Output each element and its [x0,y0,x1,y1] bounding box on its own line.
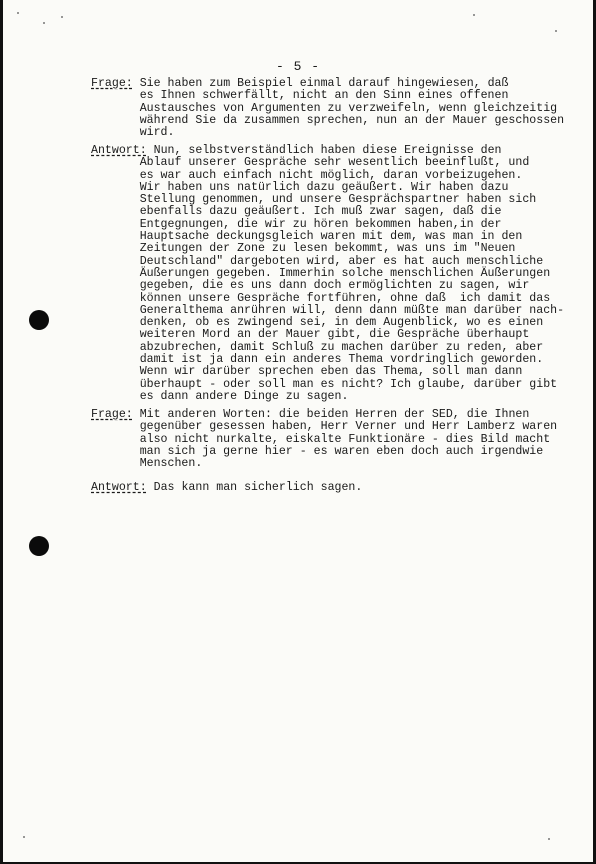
text-line: Stellung genommen, und unsere Gesprächspartner haben sich [139,193,537,207]
text-line: Ablauf unserer Gespräche sehr wesentlich beeinflußt, und [139,156,530,170]
line-text: Das kann man sicherlich sagen. [146,481,363,494]
punch-hole-top [29,310,49,330]
text-line: also nicht nurkalte, eiskalte Funktionäre - dies Bild macht [139,432,551,446]
question-block [91,408,558,471]
text-line: man sich ja gerne hier - es waren eben doch auch irgendwie [139,444,544,458]
text-line: damit ist ja dann ein anderes Thema vordringlich geworden. [139,353,544,367]
text-line: es dann andere Dinge zu sagen. [139,389,349,403]
text-line: weiteren Mord an der Mauer gibt, die Gespräche überhaupt [139,328,530,342]
text-line: Zeitungen der Zone zu lesen bekommt, was uns im "Neuen [139,242,516,256]
text-line: gegeben, die es uns dann doch ermöglichten zu sagen, wir [139,279,530,293]
text-line: Generalthema anrühren will, denn dann müßte man darüber nach- [139,303,565,317]
punch-hole-bottom [29,536,49,556]
line-text: Sie haben zum Beispiel einmal darauf hingewiesen, daß [132,77,509,90]
speaker-label: Antwort: [91,144,147,157]
text-line: während Sie da zusammen sprechen, nun an der Mauer geschossen [139,113,565,127]
text-line: können unsere Gespräche fortführen, ohne daß ich damit das [139,291,551,305]
text-line: denken, ob es zwingend sei, in dem Augenblick, wo es einen [139,316,544,330]
text-line: Austausches von Argumenten zu verzweifeln, wenn gleichzeitig [139,101,558,115]
text-line [91,482,547,494]
text-line: Hauptsache deckungsgleich waren mit dem, was man in den [139,230,523,244]
text-line: überhaupt - oder soll man es nicht? Ich glaube, darüber gibt [139,377,558,391]
speaker-label: Frage: [91,77,133,90]
text-line: es war auch einfach nicht möglich, daran vorbeizugehen. [139,168,523,182]
speaker-label: Frage: [91,408,133,421]
text-line: Äußerungen gegeben. Immerhin solche menschlichen Äußerungen [139,266,551,280]
question-block [91,77,565,140]
answer-block [91,144,565,403]
text-line: Entgegnungen, die wir zu hören bekommen haben,in der [139,217,502,231]
speaker-label: Antwort: [91,481,147,494]
text-line: Wenn wir darüber sprechen eben das Thema, soll man dann [139,365,523,379]
text-line: Deutschland" dargeboten wird, aber es hat auch menschliche [139,254,544,268]
text-line: Menschen. [139,457,203,471]
text-line: abzubrechen, damit Schluß zu machen darüber zu reden, aber [139,340,544,354]
text-line: gegenüber gesessen haben, Herr Verner und Herr Lamberz waren [139,420,558,434]
text-line: wird. [139,126,175,140]
line-text: Nun, selbstverständlich haben diese Ereignisse den [146,144,502,157]
text-line: ebenfalls dazu geäußert. Ich muß zwar sagen, daß die [139,205,502,219]
text-line: es Ihnen schwerfällt, nicht an den Sinn eines offenen [139,89,509,103]
answer-block [91,482,547,494]
text-line: Wir haben uns natürlich dazu geäußert. Wir haben dazu [139,180,509,194]
line-text: Mit anderen Worten: die beiden Herren der SED, die Ihnen [132,408,530,421]
page-number: - 5 - [275,59,320,74]
